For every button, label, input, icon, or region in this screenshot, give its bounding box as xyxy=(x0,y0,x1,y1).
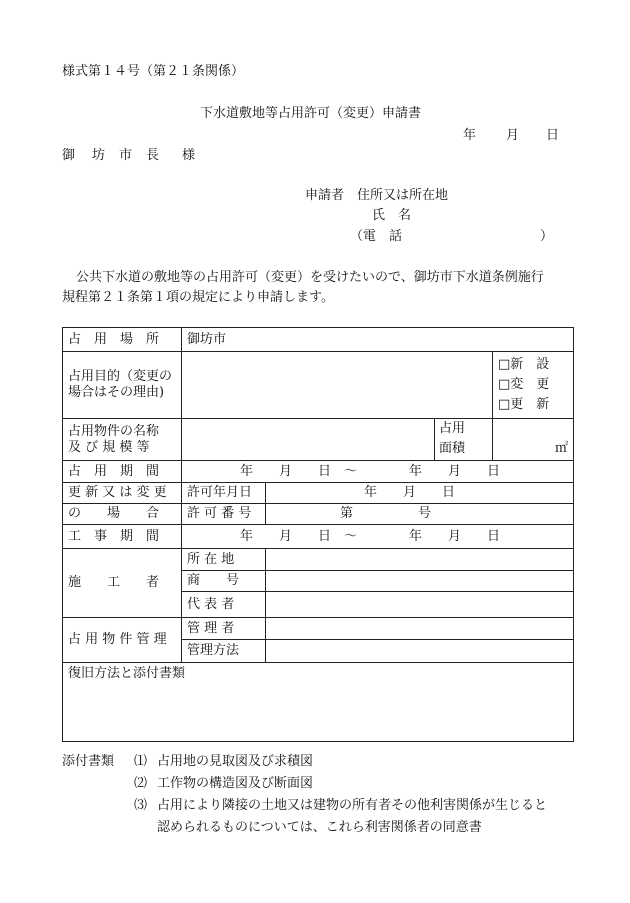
document-title: 下水道敷地等占用許可（変更）申請書 xyxy=(200,106,422,121)
application-form-table xyxy=(62,327,574,742)
area-label xyxy=(434,419,484,460)
mgmt-label: 占 用 物 件 管 理 xyxy=(63,618,182,663)
addressee-1: 御 xyxy=(62,148,76,163)
object-value[interactable] xyxy=(182,419,493,461)
option-change-checkbox[interactable]: □変 更 xyxy=(498,377,550,392)
attachments-label: 添付書類 xyxy=(62,754,115,769)
list-item xyxy=(62,817,547,839)
list-item xyxy=(62,773,547,795)
permit-date-label: 許可年月日 xyxy=(182,483,266,504)
work-period-label: 工 事 期 間 xyxy=(63,525,182,549)
renew-label-line-1: 更 新 又 は 変 更 xyxy=(63,483,182,504)
table-row xyxy=(63,461,574,483)
contractor-address-label: 所 在 地 xyxy=(182,549,266,571)
option-new-checkbox[interactable]: □新 設 xyxy=(498,357,550,372)
restore-label: 復旧方法と添付書類 xyxy=(68,666,186,681)
table-row xyxy=(63,483,574,504)
renew-label-line-2: の 場 合 xyxy=(63,504,182,525)
body-text-line-1: 公共下水道の敷地等の占用許可（変更）を受けたいので、御坊市下水道条例施行 xyxy=(76,270,544,285)
area-label-line-2: 面積 xyxy=(439,441,466,456)
purpose-options xyxy=(493,352,574,419)
addressee-4: 長 xyxy=(146,148,160,163)
contractor-label: 施 工 者 xyxy=(63,549,182,618)
permit-date-value[interactable]: 年 月 日 xyxy=(266,483,574,504)
note-number: ⑴ xyxy=(133,754,147,769)
location-label: 占 用 場 所 xyxy=(63,328,182,352)
purpose-label xyxy=(63,352,182,419)
form-number: 様式第１４号（第２１条関係） xyxy=(62,64,245,79)
applicant-name-label: 氏 名 xyxy=(372,208,412,223)
date-month: 月 xyxy=(506,128,520,143)
list-item xyxy=(62,795,547,817)
work-period-value[interactable]: 年 月 日 〜 年 月 日 xyxy=(182,525,574,549)
date-day: 日 xyxy=(546,128,560,143)
option-renew-checkbox[interactable]: □更 新 xyxy=(498,397,550,412)
mgmt-method-label: 管理方法 xyxy=(182,640,266,663)
applicant-phone-label: （電 話 xyxy=(350,229,403,244)
addressee-5: 様 xyxy=(182,148,196,163)
table-row xyxy=(63,352,574,419)
note-number: ⑵ xyxy=(133,776,147,791)
mgmt-manager-label: 管 理 者 xyxy=(182,618,266,640)
object-label xyxy=(63,419,182,461)
contractor-trade-value[interactable] xyxy=(266,571,574,592)
mgmt-method-value[interactable] xyxy=(266,640,574,663)
period-value[interactable]: 年 月 日 〜 年 月 日 xyxy=(182,461,574,483)
object-label-line-1: 占用物件の名称 xyxy=(68,423,160,439)
list-item xyxy=(62,751,547,773)
applicant-label: 申請者 xyxy=(305,188,345,203)
note-text: 占用により隣接の土地又は建物の所有者その他利害関係が生じると xyxy=(157,798,548,813)
table-row xyxy=(63,618,574,640)
note-number: ⑶ xyxy=(133,798,147,813)
mgmt-manager-value[interactable] xyxy=(266,618,574,640)
note-text: 占用地の見取図及び求積図 xyxy=(157,754,314,769)
area-value[interactable] xyxy=(493,419,574,461)
note-continuation: 認められるものについては、これら利害関係者の同意書 xyxy=(157,820,482,835)
body-text-line-2: 規程第２１条第１項の規定により申請します。 xyxy=(62,290,334,305)
addressee-3: 市 xyxy=(119,148,133,163)
contractor-address-value[interactable] xyxy=(266,549,574,571)
purpose-value[interactable] xyxy=(182,352,493,419)
note-text: 工作物の構造図及び断面図 xyxy=(157,776,314,791)
addressee-2: 坊 xyxy=(92,148,106,163)
purpose-label-line-1: 占用目的（変更の xyxy=(68,369,173,384)
table-row xyxy=(63,504,574,525)
table-row xyxy=(63,328,574,352)
contractor-rep-label: 代 表 者 xyxy=(182,592,266,618)
date-year: 年 xyxy=(463,128,477,143)
permit-no-label: 許 可 番 号 xyxy=(182,504,266,525)
period-label: 占 用 期 間 xyxy=(63,461,182,483)
object-label-line-2: 及 び 規 模 等 xyxy=(68,439,150,455)
contractor-rep-value[interactable] xyxy=(266,592,574,618)
location-value[interactable]: 御坊市 xyxy=(182,328,574,352)
area-unit: ㎡ xyxy=(555,441,569,456)
area-label-line-1: 占用 xyxy=(439,421,466,436)
permit-no-value[interactable]: 第 号 xyxy=(266,504,574,525)
restore-method-field[interactable] xyxy=(63,663,574,742)
purpose-label-line-2: 場合はその理由) xyxy=(68,385,165,400)
table-row xyxy=(63,419,574,461)
table-row xyxy=(63,525,574,549)
applicant-phone-close: ） xyxy=(540,229,554,244)
table-row xyxy=(63,549,574,571)
contractor-trade-label: 商 号 xyxy=(182,571,266,592)
applicant-address-label: 住所又は所在地 xyxy=(357,188,449,203)
table-row xyxy=(63,663,574,742)
attachment-notes xyxy=(62,751,547,839)
